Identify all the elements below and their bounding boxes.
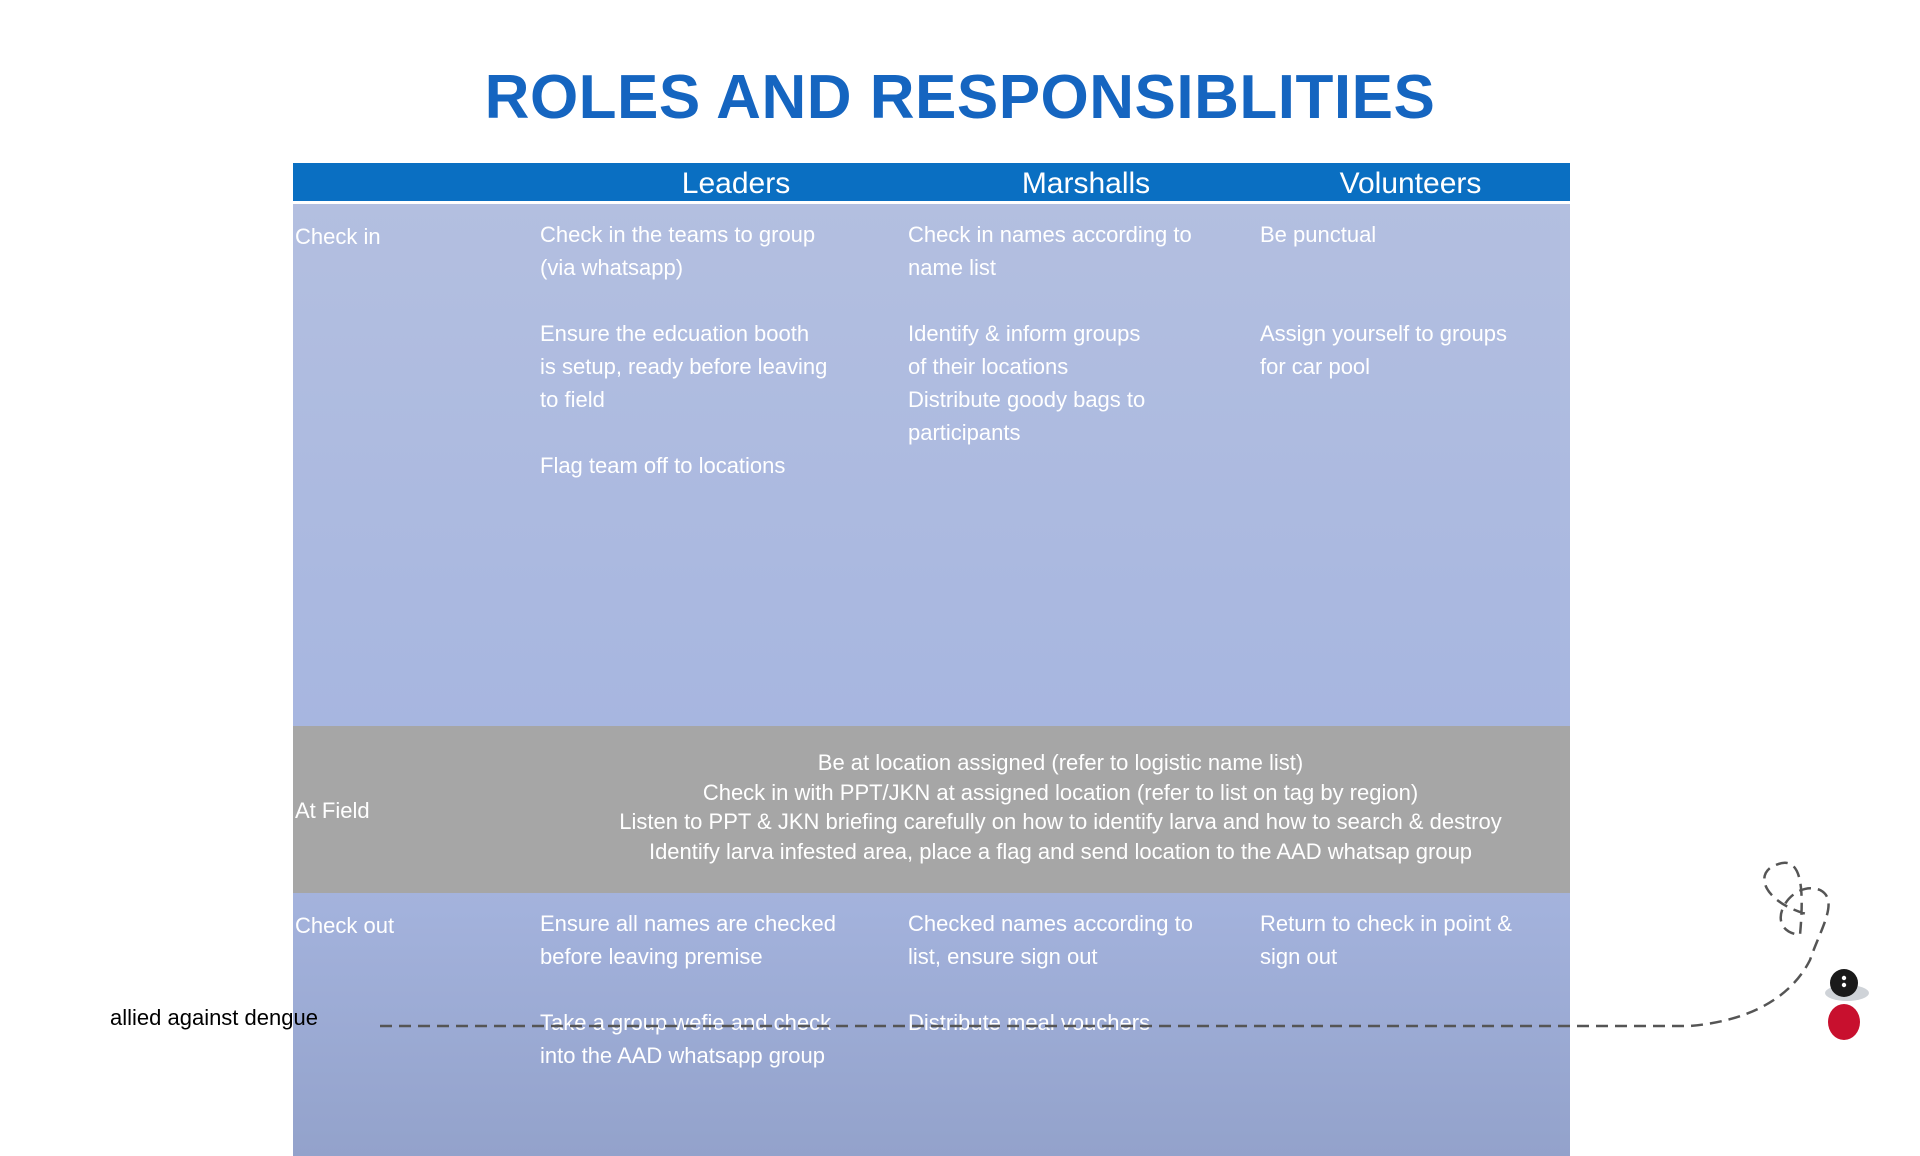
footer-tagline: allied against dengue <box>110 1005 318 1030</box>
column-header-leaders: Leaders <box>681 167 791 200</box>
list-item: Check in names according to name list <box>908 222 1192 280</box>
page-title: ROLES AND RESPONSIBLITIES <box>484 63 1436 132</box>
list-item: Check in the teams to group (via whatsapp) <box>540 222 816 280</box>
row-label-at-field: At Field <box>295 798 370 823</box>
mosquito-logo-icon <box>1825 969 1869 1040</box>
list-item: Identify larva infested area, place a flag and send location to the AAD whatsap group <box>648 838 1473 864</box>
list-item: Ensure the edcuation booth is setup, ready before leaving to field <box>540 321 828 412</box>
row-label-check-in: Check in <box>295 224 381 249</box>
list-item: Assign yourself to groups for car pool <box>1260 321 1508 379</box>
column-header-marshalls: Marshalls <box>1021 167 1151 200</box>
list-item: Distribute goody bags to participants <box>908 387 1146 445</box>
list-item: Be at location assigned (refer to logistic name list) <box>817 750 1304 775</box>
list-item: Checked names according to list, ensure sign out <box>908 911 1193 969</box>
list-item: Return to check in point & sign out <box>1260 911 1512 969</box>
list-item: Ensure all names are checked before leaving premise <box>540 911 836 969</box>
list-item: Be punctual <box>1260 222 1377 247</box>
list-item: Distribute meal vouchers <box>908 1010 1151 1035</box>
list-item: Check in with PPT/JKN at assigned location (refer to list on tag by region) <box>702 779 1419 805</box>
column-header-volunteers: Volunteers <box>1339 167 1482 200</box>
list-item: Flag team off to locations <box>540 453 786 478</box>
list-item: Take a group wefie and check into the AAD whatsapp group <box>540 1010 832 1068</box>
row-label-check-out: Check out <box>295 913 395 938</box>
list-item: Identify & inform groups of their locations <box>908 321 1141 379</box>
list-item: Listen to PPT & JKN briefing carefully on how to identify larva and how to search & destroy <box>619 809 1502 834</box>
